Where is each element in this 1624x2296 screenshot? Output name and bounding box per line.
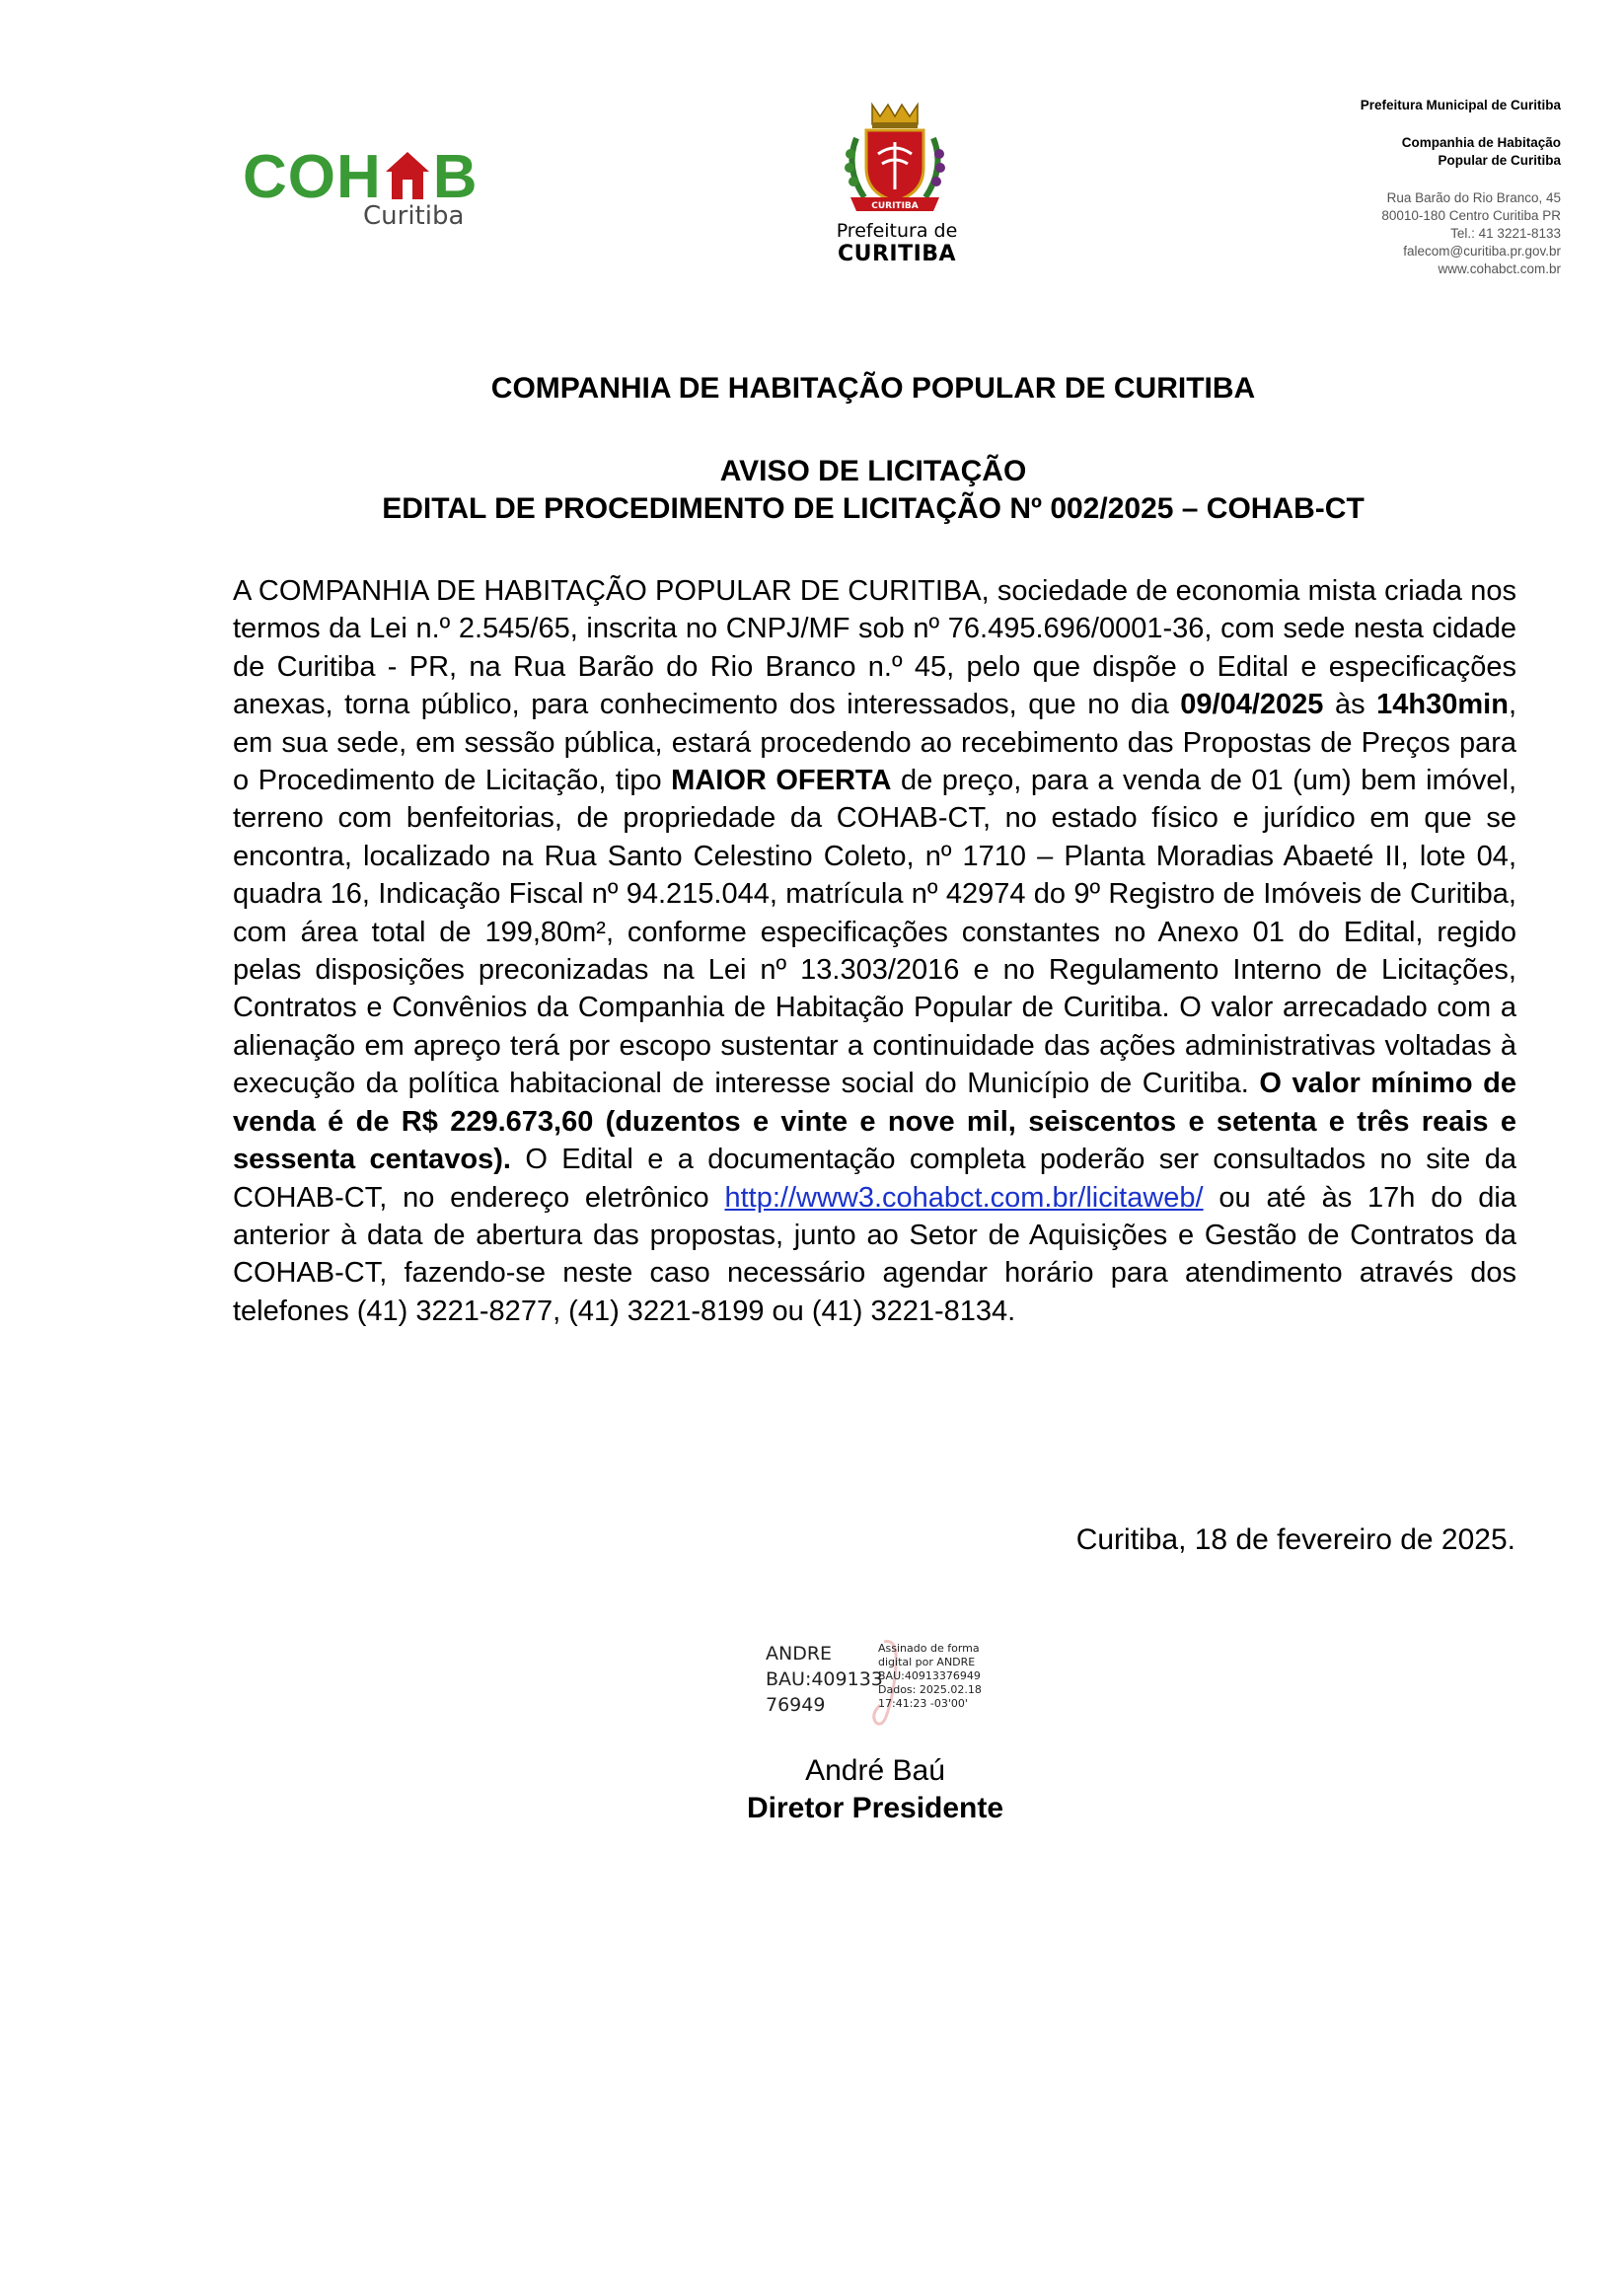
body-paragraph — [233, 572, 1516, 1330]
company-title: COMPANHIA DE HABITAÇÃO POPULAR DE CURITIBA — [490, 372, 1256, 405]
contact-company-line1: Companhia de Habitação — [1401, 135, 1561, 150]
signer-name: André Baú — [805, 1754, 945, 1787]
contact-website: www.cohabct.com.br — [1438, 261, 1561, 276]
contact-address2: 80010-180 Centro Curitiba PR — [1381, 208, 1561, 223]
body-text-3: , em sua sede, em sessão pública, estará procedendo ao recebimento das Propostas de Preços para o Procedimento de Licitação, tipo — [233, 689, 1516, 797]
cohab-logo-word-right: B — [432, 143, 479, 211]
signature-right-line5: 17:41:23 -03'00' — [878, 1697, 968, 1710]
signature-right-line2: digital por ANDRE — [878, 1656, 976, 1668]
prefeitura-logo-text — [809, 219, 985, 266]
notice-title: AVISO DE LICITAÇÃO — [719, 455, 1027, 487]
signature-details-block — [878, 1642, 982, 1711]
contact-email: falecom@curitiba.pr.gov.br — [1403, 244, 1561, 259]
coat-of-arms-icon — [837, 99, 953, 217]
coat-banner-text: CURITIBA — [871, 201, 919, 211]
contact-address1: Rua Barão do Rio Branco, 45 — [1386, 190, 1561, 205]
cohab-logo-word-left: COH — [243, 143, 382, 211]
contact-phone: Tel.: 41 3221-8133 — [1450, 226, 1561, 241]
body-text-2: às — [1323, 689, 1377, 721]
session-date: 09/04/2025 — [1180, 689, 1324, 721]
edital-title: EDITAL DE PROCEDIMENTO DE LICITAÇÃO Nº 002/2025 – COHAB-CT — [382, 492, 1365, 525]
body-text-6: ou até às 17h do dia anterior à data de abertura das propostas, junto ao Setor de Aquisições e Gestão de Contratos da COHAB-CT, fazendo-se neste caso necessário agendar horário para atendimento através dos telefones (41) 3221-8277, (41) 3221-8199 ou (41) 3221-8134. — [233, 1181, 1516, 1327]
prefeitura-line1: Prefeitura de — [836, 220, 958, 242]
signature-right-line4: Dados: 2025.02.18 — [878, 1683, 982, 1696]
body-text-5: O Edital e a documentação completa poderão ser consultados no site da COHAB-CT, no endereço eletrônico — [233, 1144, 1516, 1214]
signature-left-line1: ANDRE — [766, 1643, 833, 1665]
cohab-logo-sub: Curitiba — [363, 201, 465, 231]
session-time: 14h30min — [1376, 689, 1509, 721]
house-icon — [384, 150, 431, 203]
bid-type: MAIOR OFERTA — [671, 765, 892, 797]
contact-block — [1206, 97, 1561, 278]
licitaweb-link[interactable]: http://www3.cohabct.com.br/licitaweb/ — [724, 1181, 1204, 1214]
contact-org: Prefeitura Municipal de Curitiba — [1360, 98, 1561, 112]
signature-left-line3: 76949 — [766, 1694, 826, 1716]
signer-role: Diretor Presidente — [746, 1792, 1004, 1824]
body-text-1: A COMPANHIA DE HABITAÇÃO POPULAR DE CURITIBA, sociedade de economia mista criada nos termos da Lei n.º 2.545/65, inscrita no CNPJ/MF sob nº 76.495.696/0001-36, com sede nesta cidade de Curitiba - PR, na Rua Barão do Rio Branco n.º 45, pelo que dispõe o Edital e especificações anexas, torna público, para conhecimento dos interessados, que no dia — [233, 575, 1516, 721]
minimum-value: O valor mínimo de venda é de R$ 229.673,60 (duzentos e vinte e nove mil, seiscentos e setenta e três reais e sessenta centavos). — [233, 1068, 1516, 1176]
cohab-logo — [243, 143, 479, 235]
signature-right-line1: Assinado de forma — [878, 1642, 980, 1655]
body-text-4: de preço, para a venda de 01 (um) bem imóvel, terreno com benfeitorias, de propriedade da COHAB-CT, no estado físico e jurídico em que se encontra, localizado na Rua Santo Celestino Coleto, nº 1710 – Planta Moradias Abaeté II, lote 04, quadra 16, Indicação Fiscal nº 94.215.044, matrícula nº 42974 do 9º Registro de Imóveis de Curitiba, com área total de 199,80m², conforme especificações constantes no Anexo 01 do Edital, regido pelas disposições preconizadas na Lei nº 13.303/2016 e no Regulamento Interno de Licitações, Contratos e Convênios da Companhia de Habitação Popular de Curitiba. O valor arrecadado com a alienação em apreço terá por escopo sustentar a continuidade das ações administrativas voltadas à execução da política habitacional de interesse social do Município de Curitiba. — [233, 765, 1517, 1100]
signature-left-line2: BAU:409133 — [766, 1668, 883, 1690]
date-line: Curitiba, 18 de fevereiro de 2025. — [1075, 1523, 1515, 1556]
cohab-logo-word — [243, 143, 479, 211]
signature-right-line3: BAU:40913376949 — [878, 1669, 981, 1682]
contact-company-line2: Popular de Curitiba — [1438, 153, 1561, 168]
prefeitura-line2: CURITIBA — [837, 242, 957, 266]
